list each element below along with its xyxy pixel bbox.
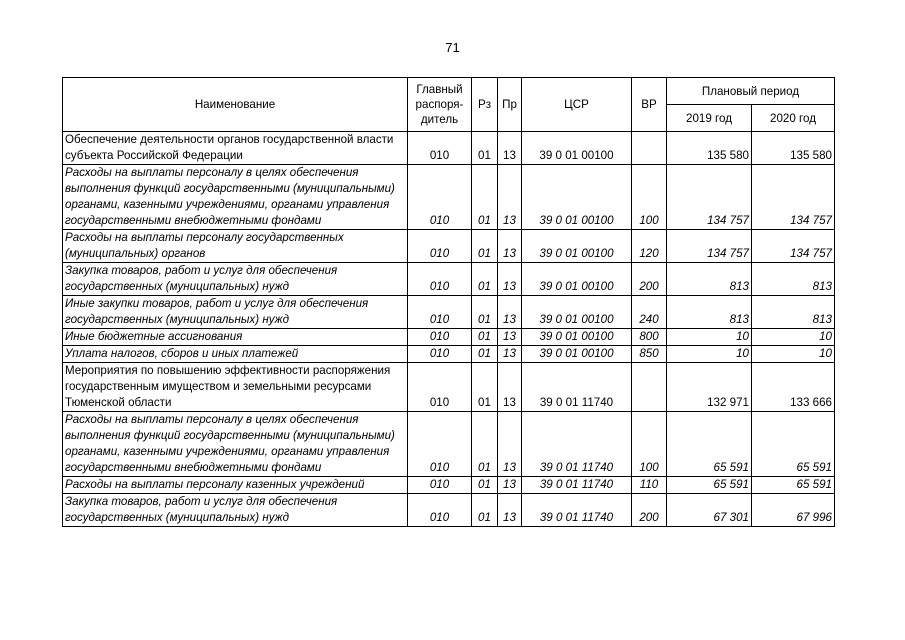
header-pr: Пр: [498, 78, 522, 132]
cell-2020: 65 591: [752, 412, 835, 477]
cell-2019: 132 971: [667, 363, 752, 412]
header-vr: ВР: [632, 78, 667, 132]
table-row: [63, 346, 835, 363]
cell-name: Закупка товаров, работ и услуг для обеспечения государственных (муниципальных) нужд: [63, 263, 408, 296]
cell-pr: 13: [498, 363, 522, 412]
cell-csr: 39 0 01 11740: [522, 363, 632, 412]
cell-2019: 65 591: [667, 477, 752, 494]
cell-manager: 010: [408, 165, 472, 230]
cell-pr: 13: [498, 263, 522, 296]
table-row: [63, 412, 835, 477]
cell-name: Мероприятия по повышению эффективности распоряжения государственным имуществом и земельными ресурсами Тюменской области: [63, 363, 408, 412]
cell-rz: 01: [472, 477, 498, 494]
cell-rz: 01: [472, 494, 498, 527]
cell-manager: 010: [408, 412, 472, 477]
table-header: [63, 78, 835, 132]
cell-2019: 67 301: [667, 494, 752, 527]
cell-csr: 39 0 01 00100: [522, 296, 632, 329]
cell-name: Уплата налогов, сборов и иных платежей: [63, 346, 408, 363]
cell-vr: 200: [632, 263, 667, 296]
cell-vr: 100: [632, 412, 667, 477]
cell-csr: 39 0 01 00100: [522, 132, 632, 165]
cell-manager: 010: [408, 363, 472, 412]
cell-name: Расходы на выплаты персоналу государственных (муниципальных) органов: [63, 230, 408, 263]
table-row: [63, 494, 835, 527]
cell-name: Иные бюджетные ассигнования: [63, 329, 408, 346]
cell-manager: 010: [408, 494, 472, 527]
cell-csr: 39 0 01 00100: [522, 346, 632, 363]
cell-rz: 01: [472, 132, 498, 165]
cell-manager: 010: [408, 346, 472, 363]
cell-name: Иные закупки товаров, работ и услуг для обеспечения государственных (муниципальных) нужд: [63, 296, 408, 329]
cell-manager: 010: [408, 132, 472, 165]
cell-pr: 13: [498, 296, 522, 329]
cell-manager: 010: [408, 230, 472, 263]
cell-2020: 65 591: [752, 477, 835, 494]
header-manager-line2: распоря-: [415, 98, 464, 111]
cell-vr: [632, 132, 667, 165]
table-row: [63, 329, 835, 346]
cell-pr: 13: [498, 230, 522, 263]
budget-table: [62, 77, 835, 527]
page-number: 71: [445, 40, 460, 55]
cell-vr: 200: [632, 494, 667, 527]
header-csr: ЦСР: [522, 78, 632, 132]
cell-2019: 813: [667, 263, 752, 296]
cell-csr: 39 0 01 00100: [522, 230, 632, 263]
cell-2020: 134 757: [752, 165, 835, 230]
cell-2020: 10: [752, 346, 835, 363]
cell-csr: 39 0 01 11740: [522, 412, 632, 477]
cell-2020: 813: [752, 263, 835, 296]
cell-rz: 01: [472, 412, 498, 477]
cell-2020: 134 757: [752, 230, 835, 263]
cell-2020: 10: [752, 329, 835, 346]
cell-2019: 10: [667, 329, 752, 346]
table-row: [63, 296, 835, 329]
cell-csr: 39 0 01 11740: [522, 477, 632, 494]
header-year-2019: 2019 год: [667, 105, 752, 132]
cell-2019: 65 591: [667, 412, 752, 477]
cell-pr: 13: [498, 494, 522, 527]
cell-csr: 39 0 01 11740: [522, 494, 632, 527]
cell-vr: 240: [632, 296, 667, 329]
cell-2020: 813: [752, 296, 835, 329]
cell-name: Закупка товаров, работ и услуг для обеспечения государственных (муниципальных) нужд: [63, 494, 408, 527]
cell-rz: 01: [472, 346, 498, 363]
header-manager: [408, 78, 472, 132]
cell-vr: 120: [632, 230, 667, 263]
cell-2020: 133 666: [752, 363, 835, 412]
cell-2019: 134 757: [667, 230, 752, 263]
table-body: [63, 132, 835, 527]
cell-manager: 010: [408, 329, 472, 346]
header-rz: Рз: [472, 78, 498, 132]
cell-2019: 813: [667, 296, 752, 329]
cell-2019: 10: [667, 346, 752, 363]
cell-rz: 01: [472, 329, 498, 346]
cell-rz: 01: [472, 363, 498, 412]
header-year-2020: 2020 год: [752, 105, 835, 132]
cell-name: Обеспечение деятельности органов государственной власти субъекта Российской Федерации: [63, 132, 408, 165]
cell-csr: 39 0 01 00100: [522, 329, 632, 346]
cell-2019: 135 580: [667, 132, 752, 165]
cell-2020: 67 996: [752, 494, 835, 527]
cell-rz: 01: [472, 165, 498, 230]
cell-vr: 850: [632, 346, 667, 363]
cell-2019: 134 757: [667, 165, 752, 230]
cell-rz: 01: [472, 263, 498, 296]
cell-name: Расходы на выплаты персоналу в целях обеспечения выполнения функций государственными (муниципальными) органами, казенными учреждениями, органами управления государственными внебюджетными фондами: [63, 165, 408, 230]
table-row: [63, 132, 835, 165]
table-row: [63, 263, 835, 296]
header-name: Наименование: [63, 78, 408, 132]
cell-vr: 100: [632, 165, 667, 230]
cell-2020: 135 580: [752, 132, 835, 165]
cell-name: Расходы на выплаты персоналу в целях обеспечения выполнения функций государственными (муниципальными) органами, казенными учреждениями, органами управления государственными внебюджетными фондами: [63, 412, 408, 477]
cell-rz: 01: [472, 230, 498, 263]
cell-rz: 01: [472, 296, 498, 329]
cell-vr: 110: [632, 477, 667, 494]
cell-csr: 39 0 01 00100: [522, 263, 632, 296]
cell-manager: 010: [408, 477, 472, 494]
cell-name: Расходы на выплаты персоналу казенных учреждений: [63, 477, 408, 494]
cell-pr: 13: [498, 329, 522, 346]
cell-pr: 13: [498, 477, 522, 494]
header-plan-period: Плановый период: [667, 78, 835, 105]
cell-manager: 010: [408, 263, 472, 296]
header-manager-line3: дитель: [420, 113, 459, 126]
table-row: [63, 165, 835, 230]
table-row: [63, 230, 835, 263]
cell-vr: 800: [632, 329, 667, 346]
cell-pr: 13: [498, 412, 522, 477]
header-manager-line1: Главный: [416, 83, 463, 96]
cell-manager: 010: [408, 296, 472, 329]
cell-vr: [632, 363, 667, 412]
table-row: [63, 477, 835, 494]
cell-pr: 13: [498, 346, 522, 363]
cell-pr: 13: [498, 132, 522, 165]
table-row: [63, 363, 835, 412]
cell-csr: 39 0 01 00100: [522, 165, 632, 230]
cell-pr: 13: [498, 165, 522, 230]
